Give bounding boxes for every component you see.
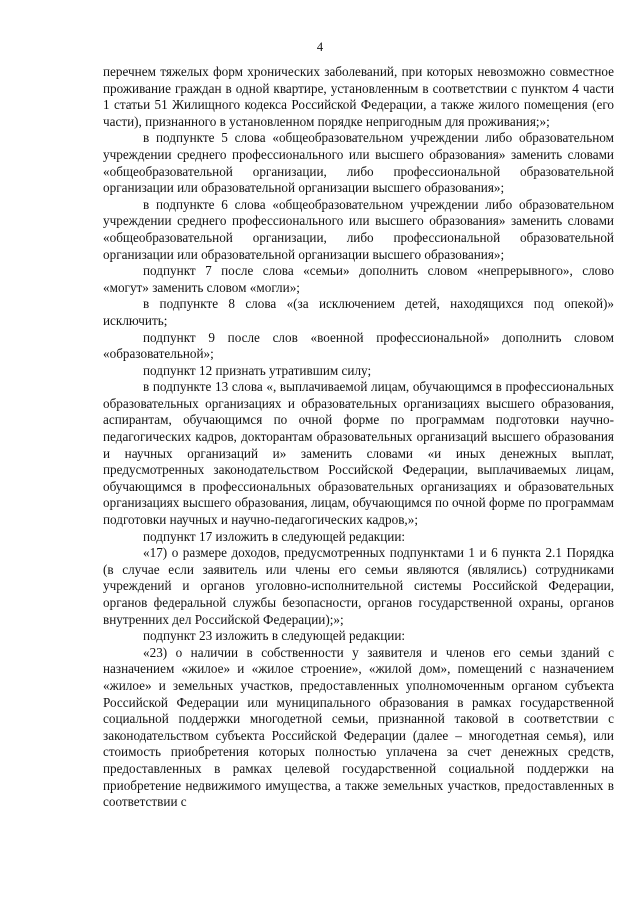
paragraph: подпункт 7 после слова «семьи» дополнить словом «непрерывного», слово «могут» заменить словом «могли»;: [103, 263, 614, 295]
paragraph: в подпункте 13 слова «, выплачиваемой лицам, обучающимся в профессиональных образовательных организациях и образовательных организациях высшего образования, аспирантам, обучающимся по очной форме по программам подготовки научно-педагогических кадров, докторантам образовательных организаций высшего образования и научных организаций и» заменить словами «и иных денежных выплат, предусмотренных законодательством Российской Федерации, выплачиваемых лицам, обучающимся в профессиональных образовательных организациях и образовательных организациях высшего образования, лицам, обучающимся по очной форме по программам подготовки научных и научно-педагогических кадров,»;: [103, 379, 614, 528]
paragraph: подпункт 9 после слов «военной профессиональной» дополнить словом «образовательной»;: [103, 329, 614, 362]
paragraph: «17) о размере доходов, предусмотренных подпунктами 1 и 6 пункта 2.1 Порядка (в случае если заявитель или члены его семьи являются (являлись) сотрудниками учреждений и органов уголовно-исполнительной системы Российской Федерации, органов федеральной службы безопасности, органов государственной охраны, органов внутренних дел Российской Федерации);»;: [103, 545, 614, 627]
paragraph: в подпункте 6 слова «общеобразовательном учреждении либо образовательном учреждении среднего профессионального или высшего образования» заменить словами «общеобразовательной организации, либо профессиональной образовательной организации или образовательной организации высшего образования»;: [103, 196, 614, 262]
paragraph: «23) о наличии в собственности у заявителя и членов его семьи зданий с назначением «жилое» и «жилое строение», «жилой дом», помещений с назначением «жилое» и земельных участков, предоставленных уполномоченным органом субъекта Российской Федерации или муниципального образования в рамках государственной социальной поддержки многодетной семьи, признанной таковой в соответствии с законодательством субъекта Российской Федерации (далее – многодетная семья), или стоимость приобретения которых полностью уплачена за счет денежных средств, предоставленных в рамках целевой государственной социальной поддержки на приобретение недвижимого имущества, а также земельных участков, предоставленных в соответствии с: [103, 644, 614, 810]
paragraph: в подпункте 8 слова «(за исключением детей, находящихся под опекой)» исключить;: [103, 296, 614, 328]
page-number: 4: [316, 40, 324, 54]
paragraph: подпункт 23 изложить в следующей редакции:: [143, 628, 406, 644]
paragraph: перечнем тяжелых форм хронических заболеваний, при которых невозможно совместное проживание граждан в одной квартире, установленным в соответствии с пунктом 4 части 1 статьи 51 Жилищного кодекса Российской Федерации, а также жилого помещения (его части), признанного в установленном порядке непригодным для проживания;»;: [103, 64, 614, 129]
paragraph: в подпункте 5 слова «общеобразовательном учреждении либо образовательном учреждении среднего профессионального или высшего образования» заменить словами «общеобразовательной организации, либо профессиональной образовательной организации или образовательной организации высшего образования»;: [103, 130, 614, 196]
paragraph: подпункт 12 признать утратившим силу;: [143, 362, 372, 378]
paragraph: подпункт 17 изложить в следующей редакции:: [143, 528, 406, 544]
document-body: [103, 64, 614, 811]
